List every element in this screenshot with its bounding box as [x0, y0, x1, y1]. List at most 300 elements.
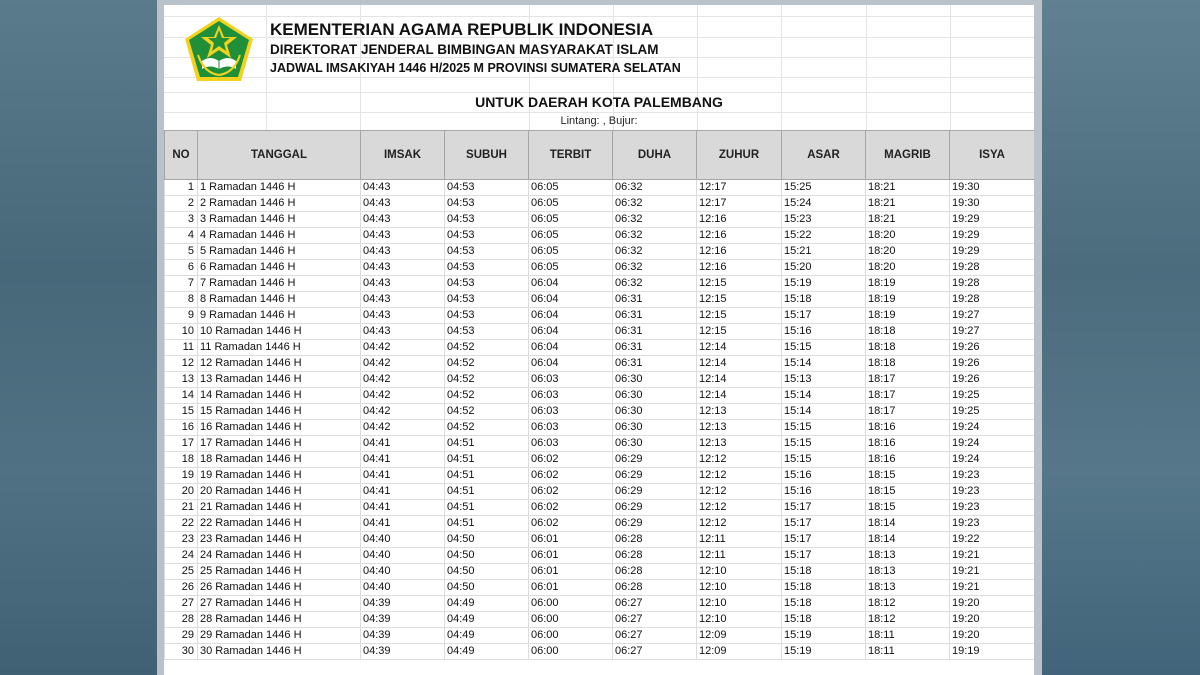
cell-magrib: 18:16	[866, 436, 950, 452]
cell-terbit: 06:03	[529, 372, 613, 388]
cell-zuhur: 12:11	[697, 548, 782, 564]
cell-duha: 06:31	[613, 340, 697, 356]
cell-no: 14	[165, 388, 198, 404]
cell-imsak: 04:41	[361, 484, 445, 500]
region-title: UNTUK DAERAH KOTA PALEMBANG	[475, 94, 723, 110]
cell-terbit: 06:02	[529, 516, 613, 532]
cell-asar: 15:15	[782, 436, 866, 452]
cell-no: 8	[165, 292, 198, 308]
cell-terbit: 06:05	[529, 180, 613, 196]
cell-tanggal: 22 Ramadan 1446 H	[198, 516, 361, 532]
cell-duha: 06:29	[613, 452, 697, 468]
cell-duha: 06:31	[613, 324, 697, 340]
cell-subuh: 04:53	[445, 324, 529, 340]
cell-duha: 06:30	[613, 372, 697, 388]
cell-asar: 15:15	[782, 340, 866, 356]
cell-no: 29	[165, 628, 198, 644]
cell-zuhur: 12:10	[697, 596, 782, 612]
cell-magrib: 18:21	[866, 196, 950, 212]
cell-no: 6	[165, 260, 198, 276]
cell-terbit: 06:05	[529, 212, 613, 228]
table-row	[165, 580, 1035, 596]
cell-asar: 15:15	[782, 452, 866, 468]
cell-tanggal: 11 Ramadan 1446 H	[198, 340, 361, 356]
cell-isya: 19:21	[950, 548, 1035, 564]
cell-magrib: 18:21	[866, 212, 950, 228]
cell-isya: 19:20	[950, 628, 1035, 644]
cell-isya: 19:29	[950, 212, 1035, 228]
column-header-no: NO	[165, 131, 198, 180]
cell-zuhur: 12:10	[697, 564, 782, 580]
cell-magrib: 18:19	[866, 276, 950, 292]
cell-imsak: 04:42	[361, 420, 445, 436]
table-row	[165, 468, 1035, 484]
column-header-duha: DUHA	[613, 131, 697, 180]
cell-tanggal: 25 Ramadan 1446 H	[198, 564, 361, 580]
column-header-asar: ASAR	[782, 131, 866, 180]
cell-no: 10	[165, 324, 198, 340]
cell-zuhur: 12:14	[697, 340, 782, 356]
cell-imsak: 04:43	[361, 260, 445, 276]
cell-magrib: 18:18	[866, 324, 950, 340]
cell-asar: 15:17	[782, 532, 866, 548]
cell-terbit: 06:03	[529, 436, 613, 452]
cell-magrib: 18:15	[866, 500, 950, 516]
table-body	[165, 180, 1035, 660]
cell-terbit: 06:01	[529, 580, 613, 596]
schedule-subtitle: JADWAL IMSAKIYAH 1446 H/2025 M PROVINSI SUMATERA SELATAN	[270, 61, 681, 75]
cell-terbit: 06:04	[529, 356, 613, 372]
cell-magrib: 18:17	[866, 404, 950, 420]
table-row	[165, 532, 1035, 548]
cell-duha: 06:31	[613, 356, 697, 372]
cell-no: 22	[165, 516, 198, 532]
cell-zuhur: 12:09	[697, 628, 782, 644]
cell-no: 19	[165, 468, 198, 484]
cell-tanggal: 23 Ramadan 1446 H	[198, 532, 361, 548]
cell-imsak: 04:43	[361, 212, 445, 228]
cell-duha: 06:32	[613, 244, 697, 260]
cell-imsak: 04:39	[361, 596, 445, 612]
cell-no: 21	[165, 500, 198, 516]
cell-subuh: 04:51	[445, 516, 529, 532]
column-header-tanggal: TANGGAL	[198, 131, 361, 180]
cell-subuh: 04:53	[445, 292, 529, 308]
cell-tanggal: 3 Ramadan 1446 H	[198, 212, 361, 228]
cell-zuhur: 12:12	[697, 452, 782, 468]
cell-subuh: 04:51	[445, 500, 529, 516]
table-row	[165, 196, 1035, 212]
cell-asar: 15:20	[782, 260, 866, 276]
cell-isya: 19:28	[950, 292, 1035, 308]
cell-duha: 06:27	[613, 644, 697, 660]
cell-isya: 19:24	[950, 436, 1035, 452]
cell-zuhur: 12:15	[697, 292, 782, 308]
cell-no: 18	[165, 452, 198, 468]
cell-no: 17	[165, 436, 198, 452]
cell-imsak: 04:40	[361, 548, 445, 564]
cell-magrib: 18:14	[866, 532, 950, 548]
cell-no: 3	[165, 212, 198, 228]
cell-no: 27	[165, 596, 198, 612]
cell-tanggal: 17 Ramadan 1446 H	[198, 436, 361, 452]
cell-asar: 15:14	[782, 388, 866, 404]
cell-isya: 19:22	[950, 532, 1035, 548]
column-header-terbit: TERBIT	[529, 131, 613, 180]
cell-tanggal: 29 Ramadan 1446 H	[198, 628, 361, 644]
cell-imsak: 04:43	[361, 324, 445, 340]
cell-asar: 15:15	[782, 420, 866, 436]
cell-imsak: 04:41	[361, 468, 445, 484]
cell-isya: 19:19	[950, 644, 1035, 660]
cell-asar: 15:24	[782, 196, 866, 212]
cell-terbit: 06:02	[529, 452, 613, 468]
cell-no: 20	[165, 484, 198, 500]
cell-magrib: 18:16	[866, 452, 950, 468]
cell-magrib: 18:20	[866, 228, 950, 244]
cell-magrib: 18:13	[866, 580, 950, 596]
table-row	[165, 340, 1035, 356]
cell-subuh: 04:52	[445, 372, 529, 388]
cell-duha: 06:32	[613, 212, 697, 228]
gridline	[164, 57, 1034, 58]
cell-terbit: 06:03	[529, 388, 613, 404]
cell-zuhur: 12:12	[697, 516, 782, 532]
cell-subuh: 04:50	[445, 532, 529, 548]
cell-isya: 19:23	[950, 484, 1035, 500]
cell-magrib: 18:12	[866, 596, 950, 612]
cell-zuhur: 12:10	[697, 580, 782, 596]
cell-duha: 06:32	[613, 196, 697, 212]
cell-imsak: 04:39	[361, 612, 445, 628]
cell-imsak: 04:41	[361, 436, 445, 452]
cell-imsak: 04:40	[361, 532, 445, 548]
cell-isya: 19:21	[950, 580, 1035, 596]
cell-terbit: 06:04	[529, 276, 613, 292]
cell-duha: 06:27	[613, 612, 697, 628]
gridline	[164, 112, 1034, 113]
cell-zuhur: 12:13	[697, 420, 782, 436]
cell-no: 16	[165, 420, 198, 436]
cell-magrib: 18:18	[866, 356, 950, 372]
cell-terbit: 06:03	[529, 404, 613, 420]
table-row	[165, 420, 1035, 436]
cell-zuhur: 12:16	[697, 212, 782, 228]
cell-magrib: 18:15	[866, 468, 950, 484]
cell-imsak: 04:39	[361, 644, 445, 660]
cell-subuh: 04:49	[445, 644, 529, 660]
cell-duha: 06:28	[613, 564, 697, 580]
cell-imsak: 04:40	[361, 564, 445, 580]
table-row	[165, 324, 1035, 340]
cell-duha: 06:29	[613, 500, 697, 516]
cell-duha: 06:31	[613, 292, 697, 308]
cell-zuhur: 12:15	[697, 308, 782, 324]
cell-duha: 06:29	[613, 484, 697, 500]
cell-tanggal: 27 Ramadan 1446 H	[198, 596, 361, 612]
cell-subuh: 04:50	[445, 580, 529, 596]
cell-zuhur: 12:16	[697, 260, 782, 276]
cell-tanggal: 12 Ramadan 1446 H	[198, 356, 361, 372]
cell-zuhur: 12:15	[697, 324, 782, 340]
cell-no: 9	[165, 308, 198, 324]
schedule-table	[164, 130, 1034, 660]
cell-terbit: 06:02	[529, 484, 613, 500]
cell-no: 28	[165, 612, 198, 628]
table-row	[165, 276, 1035, 292]
background-left	[0, 0, 158, 675]
cell-subuh: 04:49	[445, 612, 529, 628]
cell-magrib: 18:13	[866, 548, 950, 564]
cell-zuhur: 12:13	[697, 436, 782, 452]
cell-magrib: 18:11	[866, 628, 950, 644]
cell-terbit: 06:01	[529, 564, 613, 580]
table-row	[165, 500, 1035, 516]
cell-duha: 06:31	[613, 308, 697, 324]
cell-asar: 15:18	[782, 612, 866, 628]
cell-no: 26	[165, 580, 198, 596]
cell-duha: 06:32	[613, 228, 697, 244]
cell-duha: 06:32	[613, 260, 697, 276]
cell-duha: 06:27	[613, 596, 697, 612]
cell-subuh: 04:50	[445, 564, 529, 580]
cell-tanggal: 7 Ramadan 1446 H	[198, 276, 361, 292]
table-row	[165, 596, 1035, 612]
cell-tanggal: 1 Ramadan 1446 H	[198, 180, 361, 196]
cell-asar: 15:17	[782, 548, 866, 564]
cell-asar: 15:16	[782, 468, 866, 484]
cell-duha: 06:30	[613, 404, 697, 420]
cell-subuh: 04:53	[445, 196, 529, 212]
cell-imsak: 04:42	[361, 404, 445, 420]
cell-asar: 15:16	[782, 484, 866, 500]
cell-no: 23	[165, 532, 198, 548]
cell-subuh: 04:52	[445, 420, 529, 436]
cell-isya: 19:30	[950, 196, 1035, 212]
cell-asar: 15:19	[782, 644, 866, 660]
cell-isya: 19:20	[950, 596, 1035, 612]
gridline	[164, 77, 1034, 78]
cell-tanggal: 2 Ramadan 1446 H	[198, 196, 361, 212]
cell-zuhur: 12:14	[697, 388, 782, 404]
cell-subuh: 04:49	[445, 596, 529, 612]
cell-isya: 19:26	[950, 372, 1035, 388]
cell-subuh: 04:52	[445, 404, 529, 420]
cell-asar: 15:22	[782, 228, 866, 244]
table-row	[165, 484, 1035, 500]
cell-no: 1	[165, 180, 198, 196]
column-header-magrib: MAGRIB	[866, 131, 950, 180]
kemenag-emblem-icon	[182, 15, 256, 83]
cell-tanggal: 19 Ramadan 1446 H	[198, 468, 361, 484]
cell-asar: 15:19	[782, 628, 866, 644]
cell-subuh: 04:51	[445, 436, 529, 452]
cell-magrib: 18:20	[866, 260, 950, 276]
cell-zuhur: 12:10	[697, 612, 782, 628]
cell-tanggal: 28 Ramadan 1446 H	[198, 612, 361, 628]
cell-tanggal: 18 Ramadan 1446 H	[198, 452, 361, 468]
cell-asar: 15:16	[782, 324, 866, 340]
cell-isya: 19:24	[950, 452, 1035, 468]
directorate-subtitle: DIREKTORAT JENDERAL BIMBINGAN MASYARAKAT ISLAM	[270, 42, 659, 57]
cell-no: 2	[165, 196, 198, 212]
cell-no: 24	[165, 548, 198, 564]
cell-no: 15	[165, 404, 198, 420]
cell-subuh: 04:53	[445, 244, 529, 260]
table-row	[165, 548, 1035, 564]
cell-tanggal: 9 Ramadan 1446 H	[198, 308, 361, 324]
cell-tanggal: 26 Ramadan 1446 H	[198, 580, 361, 596]
cell-imsak: 04:42	[361, 372, 445, 388]
spreadsheet-page	[164, 5, 1034, 675]
cell-imsak: 04:41	[361, 452, 445, 468]
cell-imsak: 04:41	[361, 500, 445, 516]
cell-tanggal: 8 Ramadan 1446 H	[198, 292, 361, 308]
cell-magrib: 18:11	[866, 644, 950, 660]
coordinates-value: Lintang: , Bujur:	[560, 115, 638, 127]
cell-terbit: 06:02	[529, 468, 613, 484]
cell-terbit: 06:04	[529, 324, 613, 340]
cell-imsak: 04:43	[361, 180, 445, 196]
cell-isya: 19:21	[950, 564, 1035, 580]
cell-asar: 15:14	[782, 356, 866, 372]
table-header-row	[165, 131, 1035, 180]
column-header-isya: ISYA	[950, 131, 1035, 180]
cell-imsak: 04:43	[361, 276, 445, 292]
cell-zuhur: 12:13	[697, 404, 782, 420]
cell-tanggal: 6 Ramadan 1446 H	[198, 260, 361, 276]
cell-zuhur: 12:09	[697, 644, 782, 660]
cell-imsak: 04:41	[361, 516, 445, 532]
cell-zuhur: 12:16	[697, 244, 782, 260]
cell-tanggal: 10 Ramadan 1446 H	[198, 324, 361, 340]
cell-isya: 19:28	[950, 276, 1035, 292]
cell-duha: 06:32	[613, 180, 697, 196]
cell-terbit: 06:03	[529, 420, 613, 436]
cell-terbit: 06:01	[529, 548, 613, 564]
cell-terbit: 06:00	[529, 628, 613, 644]
cell-isya: 19:27	[950, 308, 1035, 324]
cell-tanggal: 13 Ramadan 1446 H	[198, 372, 361, 388]
table-row	[165, 644, 1035, 660]
ministry-title: KEMENTERIAN AGAMA REPUBLIK INDONESIA	[270, 20, 654, 39]
cell-magrib: 18:16	[866, 420, 950, 436]
cell-isya: 19:24	[950, 420, 1035, 436]
cell-isya: 19:25	[950, 388, 1035, 404]
cell-isya: 19:26	[950, 356, 1035, 372]
cell-zuhur: 12:17	[697, 180, 782, 196]
cell-isya: 19:30	[950, 180, 1035, 196]
cell-magrib: 18:20	[866, 244, 950, 260]
cell-magrib: 18:15	[866, 484, 950, 500]
cell-isya: 19:20	[950, 612, 1035, 628]
cell-duha: 06:28	[613, 548, 697, 564]
table-row	[165, 404, 1035, 420]
cell-isya: 19:27	[950, 324, 1035, 340]
table-row	[165, 260, 1035, 276]
cell-magrib: 18:17	[866, 372, 950, 388]
cell-subuh: 04:53	[445, 212, 529, 228]
gridline	[164, 92, 1034, 93]
cell-subuh: 04:52	[445, 356, 529, 372]
cell-asar: 15:25	[782, 180, 866, 196]
cell-duha: 06:29	[613, 516, 697, 532]
cell-no: 7	[165, 276, 198, 292]
cell-tanggal: 16 Ramadan 1446 H	[198, 420, 361, 436]
cell-asar: 15:18	[782, 292, 866, 308]
cell-tanggal: 24 Ramadan 1446 H	[198, 548, 361, 564]
cell-terbit: 06:05	[529, 260, 613, 276]
cell-no: 4	[165, 228, 198, 244]
cell-duha: 06:28	[613, 580, 697, 596]
cell-duha: 06:32	[613, 276, 697, 292]
cell-duha: 06:30	[613, 436, 697, 452]
table-row	[165, 612, 1035, 628]
cell-subuh: 04:53	[445, 180, 529, 196]
table-row	[165, 436, 1035, 452]
cell-isya: 19:26	[950, 340, 1035, 356]
table-row	[165, 564, 1035, 580]
cell-terbit: 06:00	[529, 612, 613, 628]
table-row	[165, 228, 1035, 244]
cell-tanggal: 5 Ramadan 1446 H	[198, 244, 361, 260]
cell-asar: 15:18	[782, 596, 866, 612]
cell-tanggal: 21 Ramadan 1446 H	[198, 500, 361, 516]
cell-subuh: 04:49	[445, 628, 529, 644]
cell-imsak: 04:43	[361, 292, 445, 308]
cell-no: 11	[165, 340, 198, 356]
cell-imsak: 04:40	[361, 580, 445, 596]
table-row	[165, 292, 1035, 308]
cell-no: 30	[165, 644, 198, 660]
cell-subuh: 04:52	[445, 340, 529, 356]
cell-terbit: 06:01	[529, 532, 613, 548]
cell-terbit: 06:05	[529, 196, 613, 212]
cell-asar: 15:17	[782, 308, 866, 324]
cell-imsak: 04:42	[361, 340, 445, 356]
table-row	[165, 180, 1035, 196]
table-row	[165, 388, 1035, 404]
cell-subuh: 04:51	[445, 468, 529, 484]
cell-terbit: 06:05	[529, 228, 613, 244]
cell-tanggal: 30 Ramadan 1446 H	[198, 644, 361, 660]
cell-duha: 06:27	[613, 628, 697, 644]
cell-duha: 06:28	[613, 532, 697, 548]
coordinates-text	[164, 115, 1034, 127]
cell-zuhur: 12:14	[697, 356, 782, 372]
cell-imsak: 04:42	[361, 356, 445, 372]
cell-isya: 19:23	[950, 468, 1035, 484]
cell-terbit: 06:05	[529, 244, 613, 260]
cell-zuhur: 12:17	[697, 196, 782, 212]
cell-subuh: 04:51	[445, 484, 529, 500]
cell-magrib: 18:19	[866, 308, 950, 324]
cell-isya: 19:29	[950, 244, 1035, 260]
cell-subuh: 04:53	[445, 308, 529, 324]
cell-magrib: 18:14	[866, 516, 950, 532]
cell-terbit: 06:04	[529, 340, 613, 356]
cell-asar: 15:14	[782, 404, 866, 420]
cell-subuh: 04:51	[445, 452, 529, 468]
cell-subuh: 04:52	[445, 388, 529, 404]
cell-zuhur: 12:12	[697, 468, 782, 484]
cell-zuhur: 12:16	[697, 228, 782, 244]
table-row	[165, 244, 1035, 260]
cell-no: 12	[165, 356, 198, 372]
cell-magrib: 18:13	[866, 564, 950, 580]
cell-zuhur: 12:12	[697, 484, 782, 500]
cell-subuh: 04:53	[445, 276, 529, 292]
